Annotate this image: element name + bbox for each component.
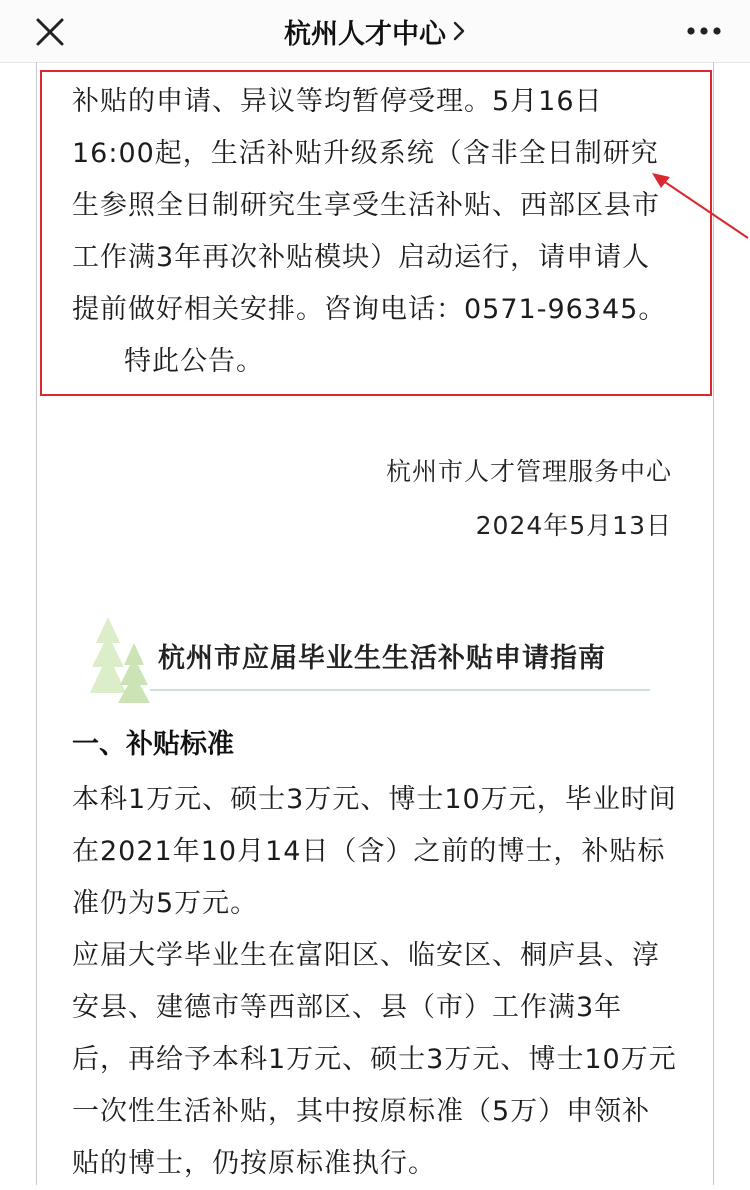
body-line: 应届大学毕业生在富阳区、临安区、桐庐县、淳 <box>72 940 660 971</box>
notice-closing: 特此公告。 <box>124 346 264 377</box>
top-bar <box>0 0 750 63</box>
body-line: 一次性生活补贴，其中按原标准（5万）申领补 <box>72 1096 651 1127</box>
body-line: 在2021年10月14日（含）之前的博士，补贴标 <box>72 836 666 867</box>
section-heading: 一、补贴标准 <box>72 729 234 760</box>
body-line: 本科1万元、硕士3万元、博士10万元，毕业时间 <box>72 784 677 815</box>
signature-date: 2024年5月13日 <box>475 511 672 540</box>
notice-line: 提前做好相关安排。咨询电话：0571-96345。 <box>72 294 667 325</box>
more-icon[interactable] <box>682 14 726 48</box>
notice-line: 补贴的申请、异议等均暂停受理。5月16日 <box>72 86 603 117</box>
body-line: 贴的博士，仍按原标准执行。 <box>72 1148 436 1179</box>
signature-org: 杭州市人才管理服务中心 <box>385 457 672 486</box>
guide-title-underline <box>150 689 650 691</box>
page-title: 杭州人才中心 <box>284 18 446 50</box>
body-line: 安县、建德市等西部区、县（市）工作满3年 <box>72 992 623 1023</box>
bamboo-decoration-icon <box>86 613 156 705</box>
body-line: 后，再给予本科1万元、硕士3万元、博士10万元 <box>72 1044 677 1075</box>
guide-title: 杭州市应届毕业生生活补贴申请指南 <box>158 643 606 674</box>
annotation-arrow-icon <box>648 168 750 240</box>
notice-line: 工作满3年再次补贴模块）启动运行，请申请人 <box>72 242 651 273</box>
notice-line: 生参照全日制研究生享受生活补贴、西部区县市 <box>72 190 660 221</box>
chevron-right-icon <box>452 20 466 42</box>
body-line: 准仍为5万元。 <box>72 888 259 919</box>
account-title-button[interactable] <box>0 0 750 62</box>
notice-line: 16:00起，生活补贴升级系统（含非全日制研究 <box>72 138 659 169</box>
